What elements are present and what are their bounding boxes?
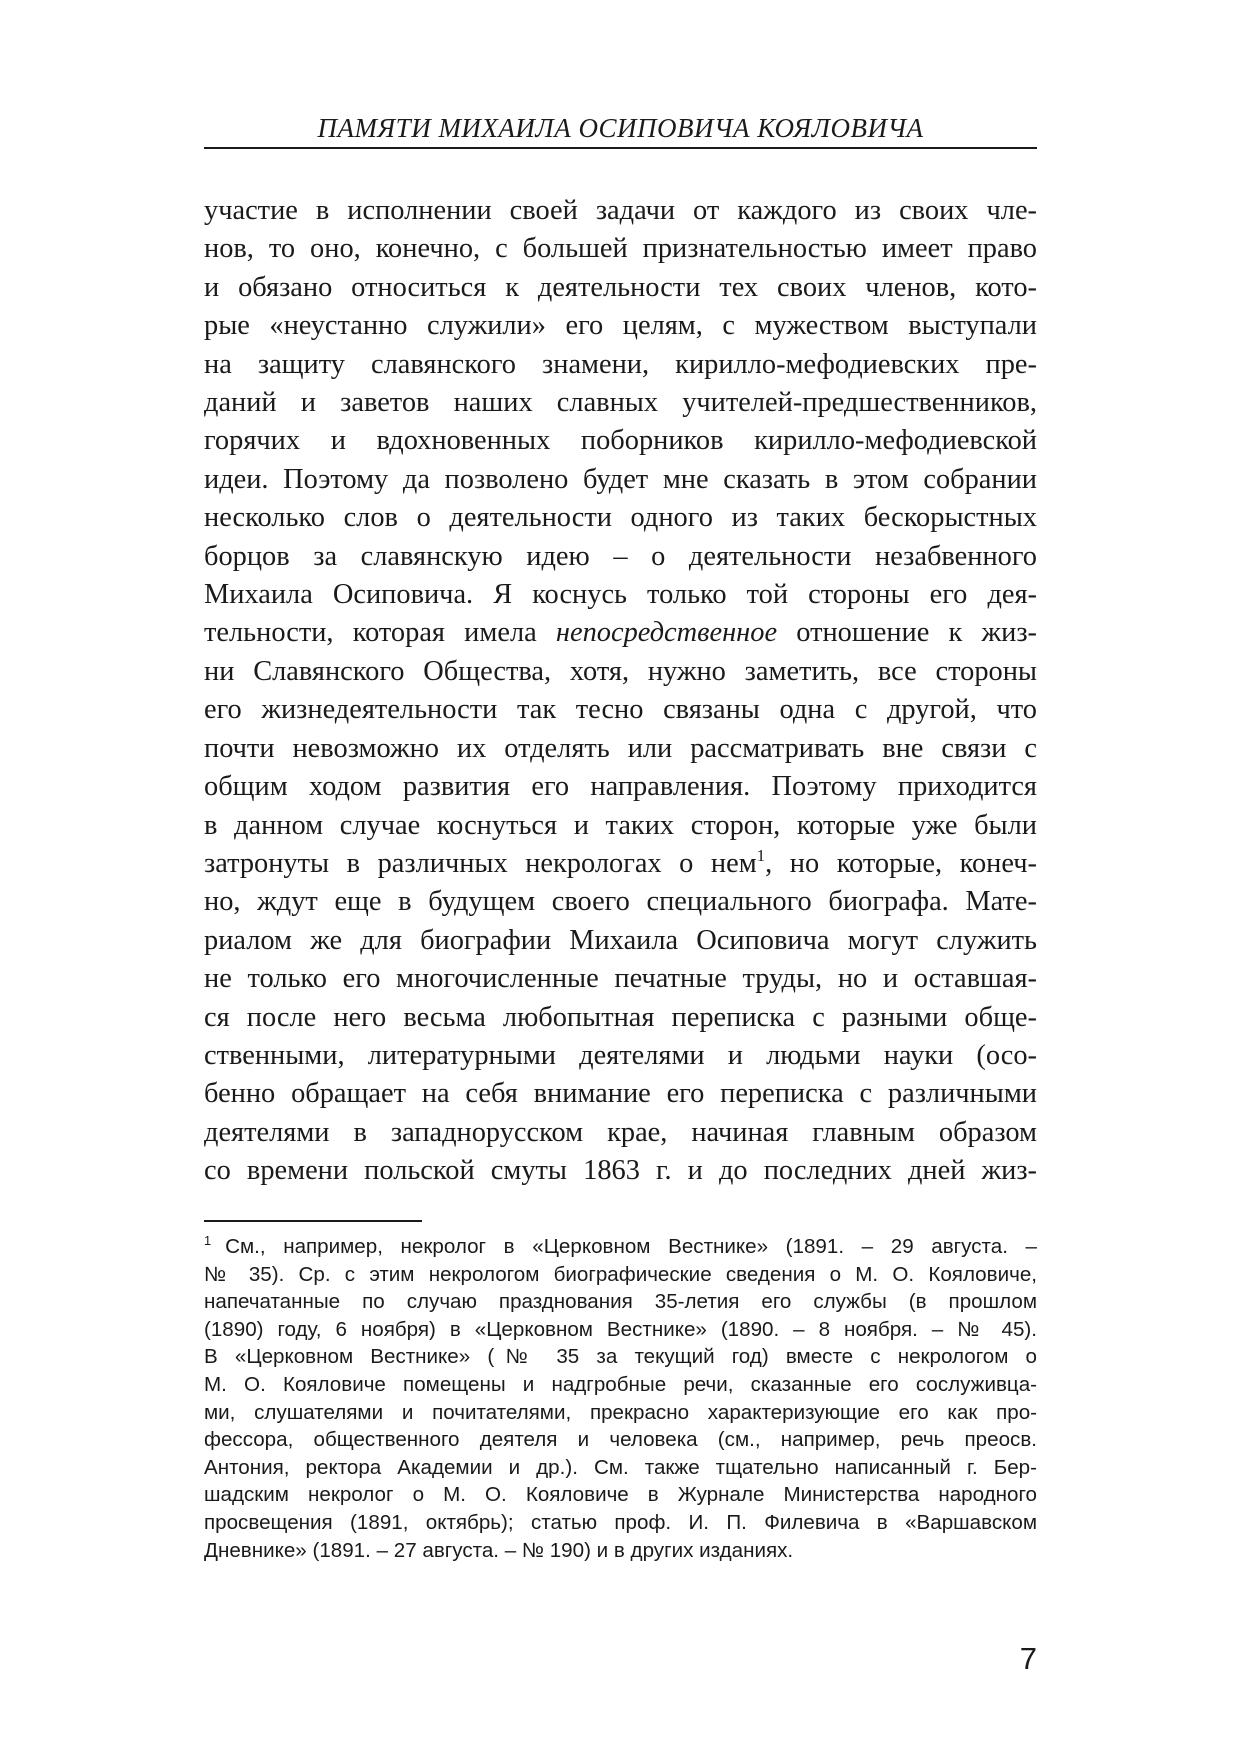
footnote-text: См., например, некролог в «Церковном Вестнике» (1891. – 29 августа. – bbox=[225, 1235, 1037, 1258]
footnote-line: (1890) году, 6 ноября) в «Церковном Вестнике» (1890. – 8 ноября. – № 45). bbox=[204, 1317, 1037, 1341]
text-line: на защиту славянского знамени, кирилло-мефодиевских пре- bbox=[204, 348, 1037, 380]
text-line: ся после него весьма любопытная переписка с разными обще- bbox=[204, 1001, 1037, 1033]
footnote-separator bbox=[204, 1220, 422, 1222]
text-line: несколько слов о деятельности одного из таких бескорыстных bbox=[204, 502, 1037, 534]
text-fragment: отношение к жиз- bbox=[777, 617, 1037, 649]
text-line: и обязано относиться к деятельности тех своих членов, кото- bbox=[204, 271, 1037, 303]
footnote-line bbox=[204, 1233, 1037, 1261]
text-line: со времени польской смуты 1863 г. и до последних дней жиз- bbox=[204, 1155, 1037, 1187]
footnote-line: фессора, общественного деятеля и человека (см., например, речь преосв. bbox=[204, 1428, 1037, 1452]
text-line: нов, то оно, конечно, с большей признательностью имеет право bbox=[204, 233, 1037, 265]
text-line: в данном случае коснуться и таких сторон, которые уже были bbox=[204, 809, 1037, 841]
text-line: деятелями в западнорусском крае, начиная главным образом bbox=[204, 1116, 1037, 1148]
footnote-line: Дневнике» (1891. – 27 августа. – № 190) и в других изданиях. bbox=[204, 1538, 794, 1562]
footnote-line: В «Церковном Вестнике» (№ 35 за текущий год) вместе с некрологом о bbox=[204, 1345, 1037, 1369]
footnote-reference[interactable]: 1 bbox=[756, 845, 766, 865]
footnote-line: ми, слушателями и почитателями, прекрасно характеризующие его как про- bbox=[204, 1400, 1037, 1424]
text-fragment: , но которые, конеч- bbox=[765, 847, 1037, 879]
footnote bbox=[204, 1233, 1037, 1564]
text-line-with-footnote-ref bbox=[204, 845, 1037, 883]
text-line: борцов за славянскую идею – о деятельности незабвенного bbox=[204, 540, 1037, 572]
text-line: не только его многочисленные печатные труды, но и оставшая- bbox=[204, 963, 1037, 995]
emphasized-word: непосредственное bbox=[555, 617, 778, 649]
footnote-line: Антония, ректора Академии и др.). См. также тщательно написанный г. Бер- bbox=[204, 1455, 1037, 1479]
footnote-line: шадским некролог о М. О. Кояловиче в Журнале Министерства народного bbox=[204, 1483, 1037, 1507]
text-line: рые «неустанно служили» его целям, с мужеством выступали bbox=[204, 310, 1037, 342]
running-head: ПАМЯТИ МИХАИЛА ОСИПОВИЧА КОЯЛОВИЧА bbox=[317, 113, 924, 143]
text-line: Михаила Осиповича. Я коснусь только той стороны его дея- bbox=[204, 579, 1037, 611]
header-rule bbox=[204, 147, 1037, 149]
text-line: ни Славянского Общества, хотя, нужно заметить, все стороны bbox=[204, 655, 1037, 687]
text-line: даний и заветов наших славных учителей-предшественников, bbox=[204, 387, 1037, 419]
text-line-with-emphasis bbox=[204, 614, 1037, 652]
text-line: почти невозможно их отделять или рассматривать вне связи с bbox=[204, 732, 1037, 764]
page-number: 7 bbox=[1019, 1641, 1037, 1676]
text-line: идеи. Поэтому да позволено будет мне сказать в этом собрании bbox=[204, 463, 1037, 495]
footnote-line: № 35). Ср. с этим некрологом биографические сведения о М. О. Кояловиче, bbox=[204, 1262, 1037, 1286]
text-fragment: тельности, которая имела bbox=[204, 617, 556, 649]
text-line: риалом же для биографии Михаила Осиповича могут служить bbox=[204, 924, 1037, 956]
text-line: его жизнедеятельности так тесно связаны одна с другой, что bbox=[204, 694, 1037, 726]
footnote-line: М. О. Кояловиче помещены и надгробные речи, сказанные его сослуживца- bbox=[204, 1372, 1037, 1396]
footnote-line: напечатанные по случаю празднования 35-летия его службы (в прошлом bbox=[204, 1290, 1037, 1314]
text-fragment: затронуты в различных некрологах о нем bbox=[204, 847, 757, 879]
main-text bbox=[204, 192, 1037, 1191]
text-line: общим ходом развития его направления. Поэтому приходится bbox=[204, 771, 1037, 803]
text-line: но, ждут еще в будущем своего специального биографа. Мате- bbox=[204, 886, 1037, 918]
text-line: участие в исполнении своей задачи от каждого из своих чле- bbox=[204, 195, 1037, 226]
text-line: ственными, литературными деятелями и людьми науки (осо- bbox=[204, 1039, 1037, 1071]
text-line: горячих и вдохновенных поборников кирилло-мефодиевской bbox=[204, 425, 1037, 457]
footnote-mark: 1 bbox=[204, 1233, 212, 1249]
text-line: бенно обращает на себя внимание его переписка с различными bbox=[204, 1078, 1037, 1110]
footnote-line: просвещения (1891, октябрь); статью проф. И. П. Филевича в «Варшавском bbox=[204, 1510, 1037, 1534]
